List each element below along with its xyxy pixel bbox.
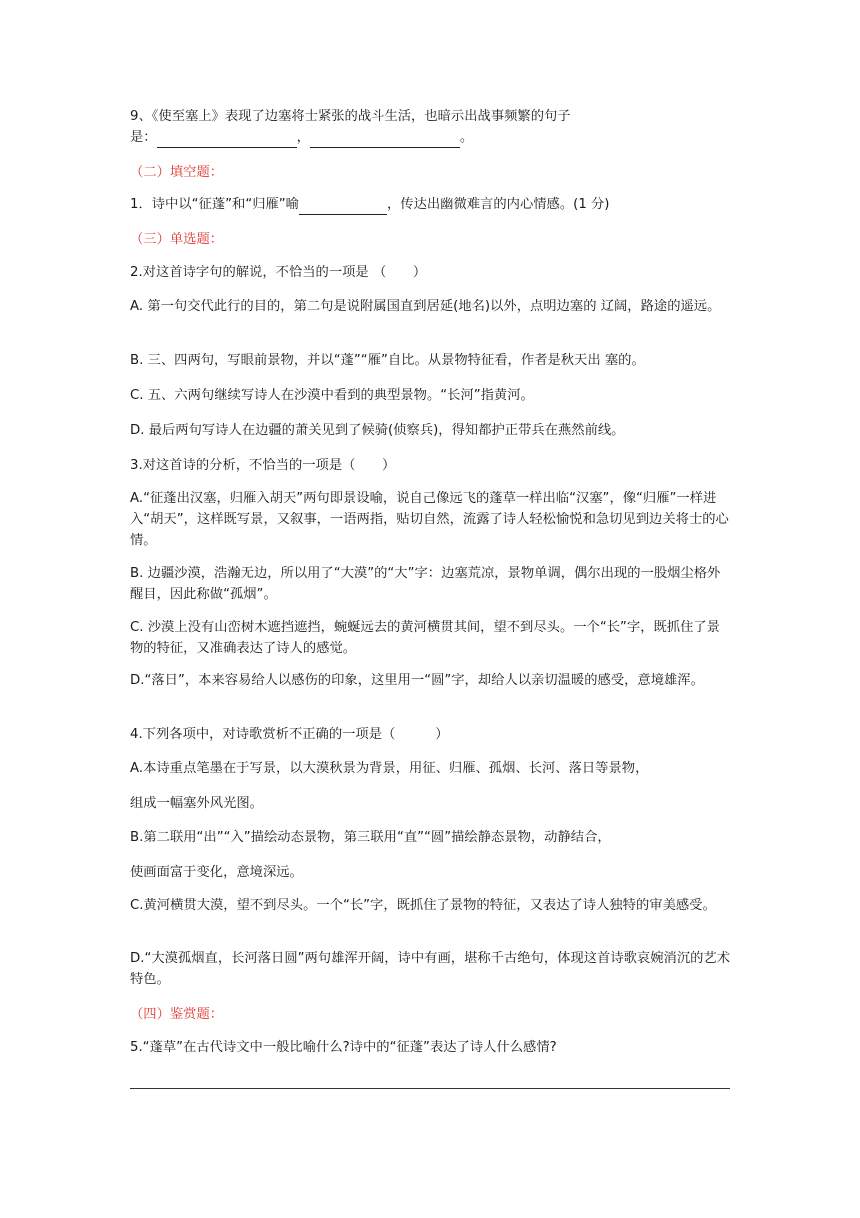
section-heading-single-choice: （三）单选题：	[130, 232, 224, 247]
question-4-option-a-line2: 组成一幅塞外风光图。	[130, 796, 263, 811]
question-2-option-d: D. 最后两句写诗人在边疆的萧关见到了候骑(侦察兵)，得知都护正带兵在燕然前线。	[130, 423, 625, 438]
question-2-option-c: C. 五、六两句继续写诗人在沙漠中看到的典型景物。“长河”指黄河。	[130, 388, 534, 403]
question-3-option-d: D.“落日”，本来容易给人以感伤的印象，这里用一“圆”字，却给人以亲切温暖的感受，意境雄浑。	[130, 673, 704, 688]
question-9: 9、《使至塞上》表现了边塞将士紧张的战斗生活，也暗示出战事频繁的句子 是： ， 。	[130, 106, 730, 148]
question-3-option-b: B. 边疆沙漠，浩瀚无边，所以用了“大漠”的“大”字：边塞荒凉，景物单调，偶尔出现的一股烟尘格外醒目，因此称做“孤烟”。	[130, 566, 721, 602]
answer-blank-1[interactable]	[157, 131, 297, 148]
answer-line[interactable]	[130, 1088, 730, 1089]
question-4-option-b-line1: B.第二联用“出”“入”描绘动态景物，第三联用“直”“圆”描绘静态景物，动静结合，	[130, 830, 611, 845]
question-3-option-a: A.“征蓬出汉塞，归雁入胡天”两句即景设喻，说自己像远飞的蓬草一样出临“汉塞”，像“归雁”一样进入“胡天”，这样既写景，又叙事，一语两指，贴切自然，流露了诗人轻松愉悦和急切见到边关将士的心情。	[130, 491, 729, 548]
question-4-option-b-line2: 使画面富于变化，意境深远。	[130, 865, 303, 880]
section-heading-fill: （二）填空题：	[130, 165, 224, 180]
question-2-option-b: B. 三、四两句，写眼前景物，并以“蓬”“雁”自比。从景物特征看，作者是秋天出 塞的。	[130, 353, 645, 368]
answer-blank-3[interactable]	[299, 198, 387, 215]
question-9-line1: 9、《使至塞上》表现了边塞将士紧张的战斗生活，也暗示出战事频繁的句子	[130, 109, 571, 124]
section-heading-appreciation: （四）鉴赏题：	[130, 1007, 224, 1022]
question-3-option-c: C. 沙漠上没有山峦树木遮挡遮挡，蜿蜒远去的黄河横贯其间，望不到尽头。一个“长”字，既抓住了景物的特征，又准确表达了诗人的感觉。	[130, 620, 720, 656]
question-3-stem: 3.对这首诗的分析，不恰当的一项是（ ）	[130, 458, 396, 473]
question-4-option-d: D.“大漠孤烟直，长河落日圆”两句雄浑开阔，诗中有画，堪称千古绝句，体现这首诗歌哀婉消沉的艺术特色。	[130, 951, 731, 987]
question-2-stem: 2.对这首诗字句的解说，不恰当的一项是 （ ）	[130, 265, 427, 280]
question-4-option-c: C.黄河横贯大漠，望不到尽头。一个“长”字，既抓住了景物的特征，又表达了诗人独特的审美感受。	[130, 898, 716, 913]
question-5-stem: 5.“蓬草”在古代诗文中一般比喻什么?诗中的“征蓬”表达了诗人什么感情?	[130, 1040, 557, 1055]
question-2-option-a: A. 第一句交代此行的目的，第二句是说附属国直到居延(地名)以外，点明边塞的 辽阔，路途的遥远。	[130, 299, 721, 314]
question-4-option-a-line1: A.本诗重点笔墨在于写景，以大漠秋景为背景，用征、归雁、孤烟、长河、落日等景物，	[130, 761, 649, 776]
question-4-stem: 4.下列各项中，对诗歌赏析不正确的一项是（ ）	[130, 727, 449, 742]
fill-question-1: 1．诗中以“征蓬”和“归雁”喻 ，传达出幽微难言的内心情感。(1 分)	[130, 194, 730, 215]
answer-blank-2[interactable]	[310, 131, 460, 148]
